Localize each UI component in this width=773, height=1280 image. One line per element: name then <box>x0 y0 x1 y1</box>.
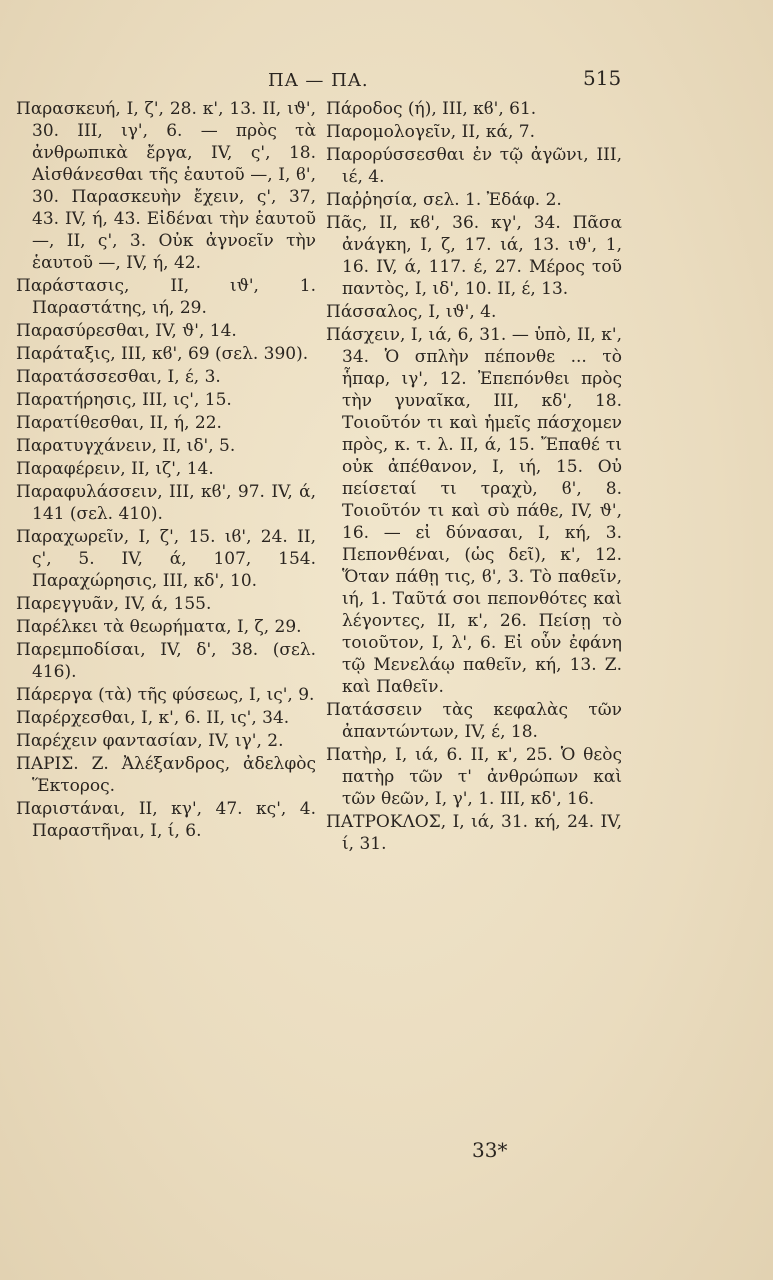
index-entry: Παραχωρεῖν, I, ζ', 15. ιϐ', 24. II, ς', 5. IV, ά, 107, 154. Παραχώρησις, III, κδ', 10. <box>16 527 316 591</box>
index-entry: Παρασκευή, I, ζ', 28. κ', 13. II, ιϑ', 30. III, ιγ', 6. — πρὸς τὰ ἀνθρωπικὰ ἔργα, IV, ς', 18. Αἰσθάνεσθαι τῆς ἑαυτοῦ —, I, ϐ', 30. Παρασκευὴν ἔχειν, ς', 37, 43. IV, ή, 43. Εἰδέναι τὴν ἑαυτοῦ —, II, ς', 3. Οὐκ ἀγνοεῖν τὴν ἑαυτοῦ —, IV, ή, 42. <box>16 99 316 273</box>
right-column <box>326 98 622 856</box>
index-entry: Παρεμποδίσαι, IV, δ', 38. (σελ. 416). <box>16 640 316 682</box>
index-entry: Παραφυλάσσειν, III, κϐ', 97. IV, ά, 141 (σελ. 410). <box>16 482 316 524</box>
index-entry: Πᾶς, II, κϐ', 36. κγ', 34. Πᾶσα ἀνάγκη, I, ζ, 17. ιά, 13. ιϑ', 1, 16. IV, ά, 117. έ, 27. Μέρος τοῦ παντὸς, I, ιδ', 10. II, έ, 13. <box>326 213 622 299</box>
running-head <box>0 64 773 94</box>
index-entry: ΠΑΤΡΟΚΛΟΣ, I, ιά, 31. κή, 24. IV, ί, 31. <box>326 812 622 854</box>
index-entry: Παρέχειν φαντασίαν, IV, ιγ', 2. <box>16 731 284 751</box>
index-entry: Πατάσσειν τὰς κεφαλὰς τῶν ἀπαντώντων, IV, έ, 18. <box>326 700 622 742</box>
index-entry: Παρέρχεσθαι, I, κ', 6. II, ις', 34. <box>16 708 290 728</box>
index-entry: Παρασύρεσθαι, IV, ϑ', 14. <box>16 321 237 341</box>
index-entry: Παράστασις, II, ιϑ', 1. Παραστάτης, ιή, 29. <box>16 276 316 318</box>
index-entry: Παράταξις, III, κϐ', 69 (σελ. 390). <box>16 344 309 364</box>
printer-signature: 33* <box>472 1138 508 1162</box>
index-entry: ΠΑΡΙΣ. Ζ. Ἀλέξανδρος, ἀδελφὸς Ἕκτορος. <box>16 754 316 796</box>
index-entry: Πάσσαλος, I, ιϑ', 4. <box>326 302 497 322</box>
page-number: 515 <box>583 66 622 90</box>
index-entry: Πάσχειν, I, ιά, 6, 31. — ὑπὸ, II, κ', 34. Ὁ σπλὴν πέπονθε ... τὸ ἧπαρ, ιγ', 12. Ἐπεπόνθει πρὸς τὴν γυναῖκα, III, κδ', 18. Τοιοῦτόν τι καὶ ἡμεῖς πάσχομεν πρὸς, κ. τ. λ. II, ά, 15. Ἔπαθέ τι οὐκ ἀπέθανον, I, ιή, 15. Οὐ πείσεταί τι τραχὺ, ϐ', 8. Τοιοῦτόν τι καὶ σὺ πάθε, IV, ϑ', 16. — εἰ δύνασαι, I, κή, 3. Πεπονθέναι, (ὡς δεῖ), κ', 12. Ὅταν πάθῃ τις, ϐ', 3. Τὸ παθεῖν, ιή, 1. Ταῦτά σοι πεπονθότες καὶ λέγοντες, II, κ', 26. Πείσῃ τὸ τοιοῦτον, I, λ', 6. Εἰ οὖν ἐφάνη τῷ Μενελάῳ παθεῖν, κή, 13. Ζ. καὶ Παθεῖν. <box>326 325 622 697</box>
index-entry: Παρεγγυᾶν, IV, ά, 155. <box>16 594 212 614</box>
index-entry: Πατὴρ, I, ιά, 6. II, κ', 25. Ὁ θεὸς πατὴρ τῶν τ' ἀνθρώπων καὶ τῶν θεῶν, I, γ', 1. III, κδ', 16. <box>326 745 622 809</box>
index-entry: Παρατήρησις, III, ις', 15. <box>16 390 232 410</box>
index-entry: Παραφέρειν, II, ιζ', 14. <box>16 459 214 479</box>
running-title: ΠΑ — ΠΑ. <box>268 70 369 91</box>
index-entry: Παῤῥησία, σελ. 1. Ἐδάφ. 2. <box>326 190 562 210</box>
index-entry: Παρατυγχάνειν, II, ιδ', 5. <box>16 436 236 456</box>
index-entry: Πάροδος (ή), III, κϐ', 61. <box>326 99 537 119</box>
index-entry: Παρατάσσεσθαι, I, έ, 3. <box>16 367 221 387</box>
index-entry: Παρατίθεσθαι, II, ή, 22. <box>16 413 222 433</box>
index-entry: Παρορύσσεσθαι ἐν τῷ ἀγῶνι, III, ιέ, 4. <box>326 145 622 187</box>
index-entry: Παρέλκει τὰ θεωρήματα, I, ζ, 29. <box>16 617 302 637</box>
index-entry: Παριστάναι, II, κγ', 47. κς', 4. Παραστῆναι, I, ί, 6. <box>16 799 316 841</box>
index-entry: Πάρεργα (τὰ) τῆς φύσεως, I, ις', 9. <box>16 685 315 705</box>
left-column <box>16 98 316 843</box>
index-entry: Παρομολογεῖν, II, κά, 7. <box>326 122 535 142</box>
